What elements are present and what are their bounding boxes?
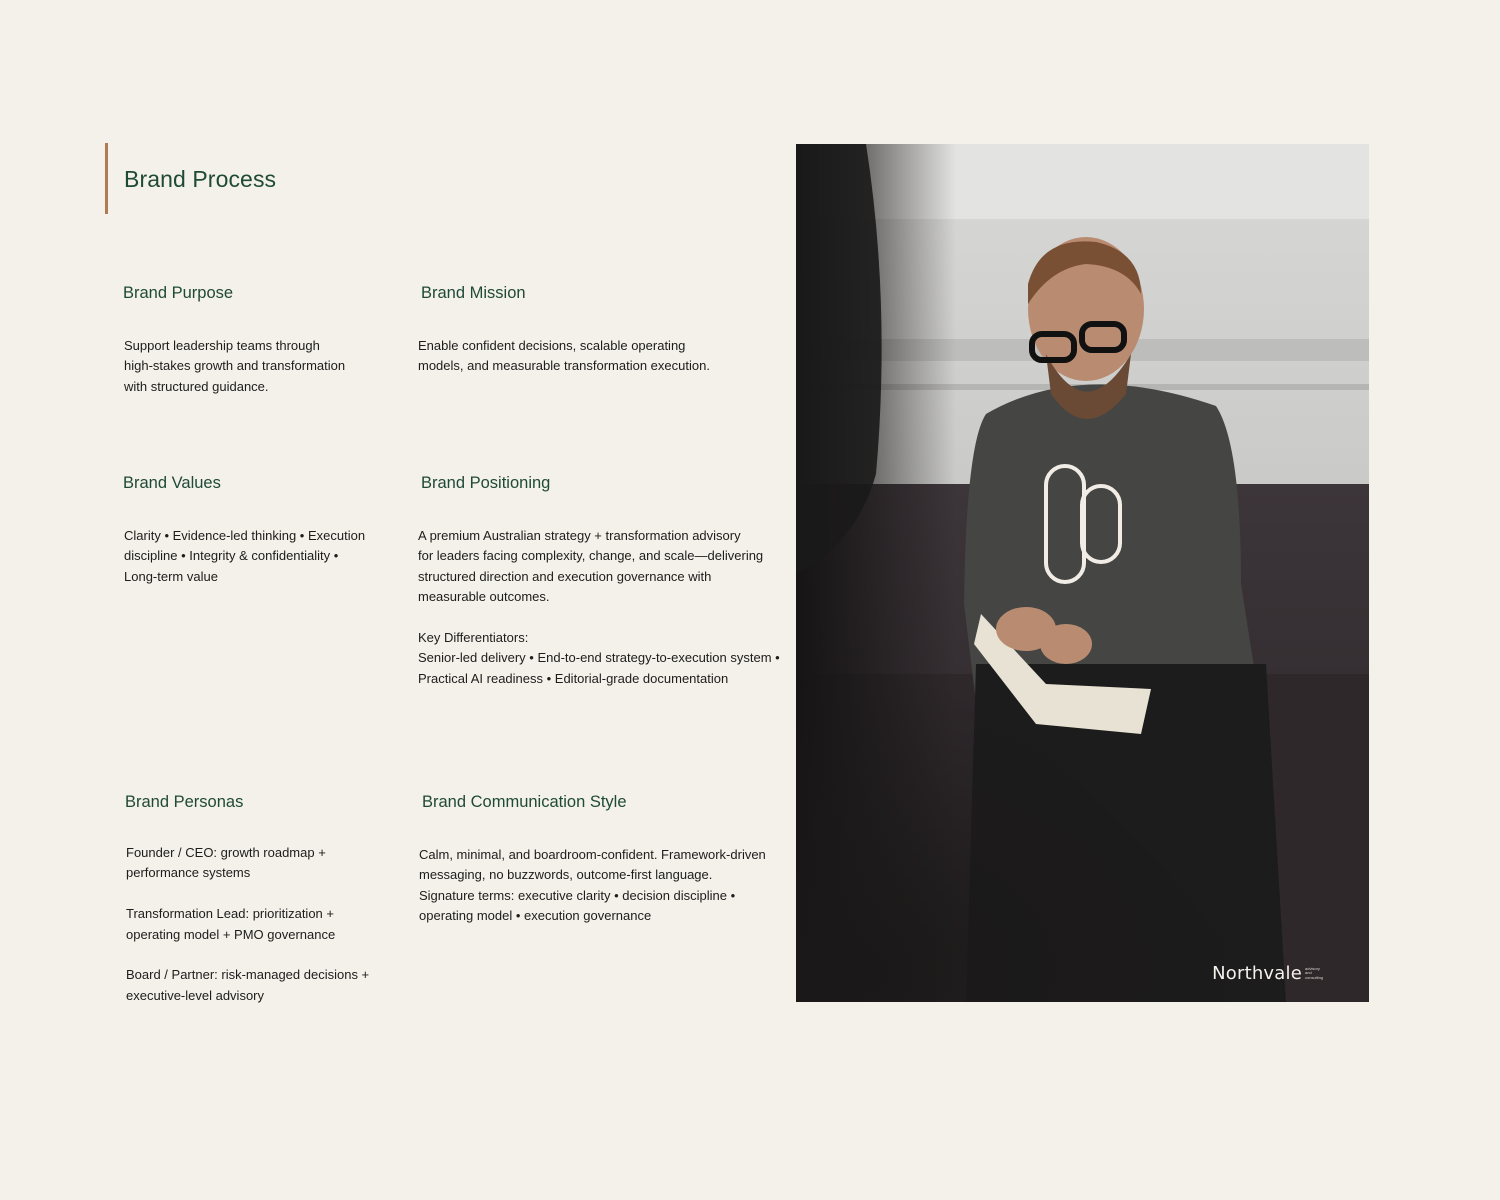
body-line: Long-term value <box>124 568 218 584</box>
body-line: messaging, no buzzwords, outcome-first language. <box>419 867 713 883</box>
persona-line: executive-level advisory <box>126 987 265 1003</box>
brand-purpose-heading: Brand Purpose <box>123 284 234 302</box>
brand-personas-heading: Brand Personas <box>125 793 244 811</box>
tagline-line: advisory <box>1305 965 1320 971</box>
paragraph-gap <box>126 945 369 965</box>
brand-positioning-text <box>418 526 780 689</box>
key-differentiators-label: Key Differentiators: <box>418 630 529 646</box>
body-line: Enable confident decisions, scalable operating <box>418 338 686 353</box>
persona-line: Founder / CEO: growth roadmap + <box>126 845 326 860</box>
photo-illustration <box>796 144 1369 1002</box>
wordmark-tagline <box>1305 967 1325 981</box>
tagline-line: and <box>1305 970 1312 976</box>
body-line: models, and measurable transformation execution. <box>418 358 710 374</box>
body-line: high-stakes growth and transformation <box>124 358 346 374</box>
brand-photo <box>796 144 1369 1002</box>
body-line: Senior-led delivery • End-to-end strategy-to-execution system • <box>418 650 780 666</box>
tagline-line: consulting <box>1305 974 1324 980</box>
brand-communication-heading: Brand Communication Style <box>422 793 627 811</box>
brand-mission-heading: Brand Mission <box>421 284 526 302</box>
body-line: with structured guidance. <box>124 378 269 394</box>
persona-line: Transformation Lead: prioritization + <box>126 906 334 922</box>
body-line: measurable outcomes. <box>418 589 550 605</box>
body-line: discipline • Integrity & confidentiality • <box>124 548 339 564</box>
brand-mission-text <box>418 336 710 377</box>
body-line: Practical AI readiness • Editorial-grade documentation <box>418 670 729 686</box>
body-line: Support leadership teams through <box>124 338 320 353</box>
body-line: Signature terms: executive clarity • decision discipline • <box>419 887 736 903</box>
brand-values-heading: Brand Values <box>123 474 221 492</box>
page-title: Brand Process <box>124 166 277 192</box>
body-line: Clarity • Evidence-led thinking • Execution <box>124 528 366 543</box>
northvale-wordmark <box>1212 963 1325 984</box>
paragraph-gap <box>126 884 369 904</box>
title-accent-bar <box>105 143 108 214</box>
brand-values-text <box>124 526 365 587</box>
paragraph-gap <box>418 608 780 628</box>
brand-positioning-heading: Brand Positioning <box>421 474 551 492</box>
persona-line: Board / Partner: risk-managed decisions + <box>126 967 370 983</box>
persona-line: performance systems <box>126 865 251 881</box>
body-line: A premium Australian strategy + transformation advisory <box>418 528 741 543</box>
body-line: structured direction and execution governance with <box>418 568 712 584</box>
person-hand <box>1040 624 1092 664</box>
body-line: for leaders facing complexity, change, and scale—delivering <box>418 548 764 564</box>
persona-line: operating model + PMO governance <box>126 926 336 942</box>
brand-personas-text <box>126 843 369 1006</box>
brand-communication-text <box>419 845 766 927</box>
brand-purpose-text <box>124 336 345 397</box>
body-line: operating model • execution governance <box>419 908 652 924</box>
body-line: Calm, minimal, and boardroom-confident. Framework-driven <box>419 847 766 862</box>
wordmark-name: Northvale <box>1212 963 1302 984</box>
